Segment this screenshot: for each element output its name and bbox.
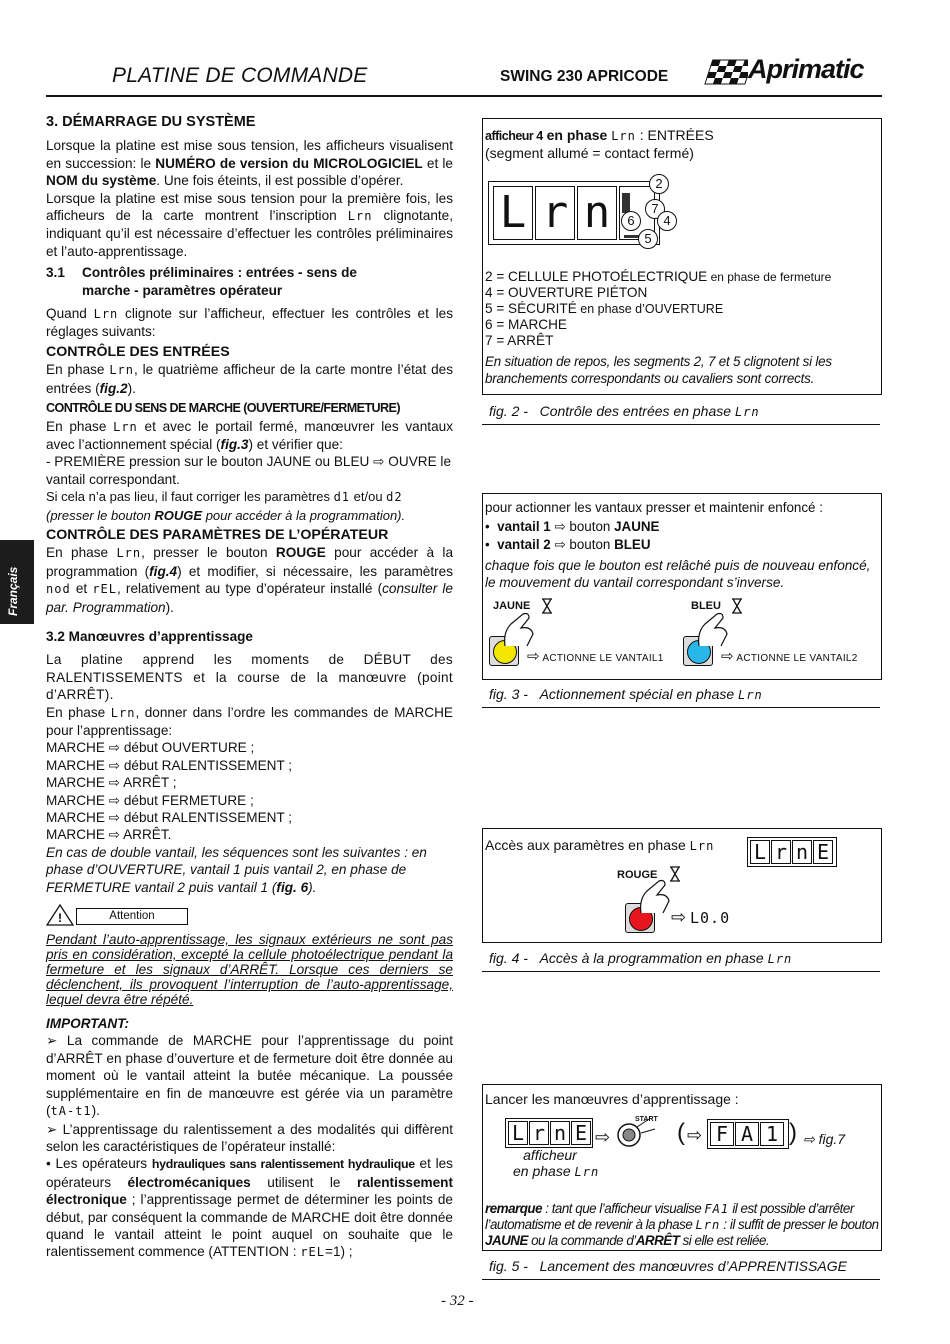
segment-label-2: 2 bbox=[649, 174, 669, 194]
header-rule bbox=[46, 95, 882, 97]
finger-icon bbox=[695, 612, 731, 652]
fig2-note: En situation de repos, les segments 2, 7 et 5 clignotent si les branchements correspondants ou cavaliers sont corrects. bbox=[485, 354, 832, 386]
attention-text: Pendant l’auto-apprentissage, les signaux extérieurs ne sont pas pris en considération, excepté la cellule photoélectrique pendant la fermeture et les signaux d’ARRÊT. Lorsque ces derniers se déclenchent, ils provoquent l’interruption de l’auto-apprentissage, lequel devra être répété. bbox=[46, 932, 453, 1008]
paragraph-10: En cas de double vantail, les séquences sont les suivantes : en phase d’OUVERTURE, vantail 1 puis vantail 2, en phase de FERMETURE vantail 2 puis vantail 1 (fig. 6). bbox=[46, 844, 427, 895]
fig3-note: chaque fois que le bouton est relâché puis de nouveau enfoncé, le mouvement du vantail correspondant s’inverse. bbox=[485, 558, 871, 590]
segment-label-7: 7 bbox=[645, 199, 665, 219]
fig2-legend bbox=[485, 269, 831, 349]
subsection-3-2-title: 3.2 Manœuvres d’apprentissage bbox=[46, 628, 253, 644]
display-digit: r bbox=[771, 840, 791, 864]
fig3-bullet-1: • vantail 1 ⇨ bouton JAUNE bbox=[485, 519, 660, 534]
fig3-caption-rule bbox=[482, 707, 880, 708]
heading-controle-sens: CONTRÔLE DU SENS DE MARCHE (OUVERTURE/FERMETURE) bbox=[46, 401, 400, 416]
legend-item: 6 = MARCHE bbox=[485, 317, 567, 332]
paragraph-13: • Les opérateurs hydrauliques sans ralentissement hydraulique et les opérateurs électromécaniques utilisent le ralentissement électronique ; l’apprentissage permet de déterminer les points de début, par conséquent la commande de MARCHE doit être donnée quand le vantail atteint le point auquel on souhaite que le ralentissement commence (ATTENTION : rEL=1) ; bbox=[46, 1156, 453, 1260]
heading-controle-parametres: CONTRÔLE DES PARAMÈTRES DE L’OPÉRATEUR bbox=[46, 526, 389, 543]
learning-step: MARCHE ⇨ ARRÊT. bbox=[46, 827, 172, 843]
open-paren: ( bbox=[677, 1119, 685, 1146]
fig5-box bbox=[482, 1084, 882, 1251]
display-digit: E bbox=[571, 1121, 591, 1145]
fig5-caption: fig. 5 - Lancement des manœuvres d’APPRENTISSAGE bbox=[489, 1258, 847, 1274]
attention-label: Attention bbox=[76, 908, 188, 925]
fig4-box bbox=[482, 828, 882, 943]
legend-item: 7 = ARRÊT bbox=[485, 333, 554, 348]
legend-item: 5 = SÉCURITÉ en phase d’OUVERTURE bbox=[485, 301, 724, 316]
paragraph-5-item: - PREMIÈRE pression sur le bouton JAUNE ou BLEU ⇨ OUVRE le vantail correspondant. bbox=[46, 454, 452, 487]
fig4-display bbox=[747, 837, 837, 867]
close-paren: ) bbox=[789, 1119, 797, 1146]
display-digit: n bbox=[550, 1121, 570, 1145]
paragraph-12: ➢ L’apprentissage du ralentissement a des modalités qui diffèrent selon les caractéristiques de l’opérateur installé: bbox=[46, 1121, 453, 1154]
paragraph-4: En phase Lrn, le quatrième afficheur de la carte montre l’état des entrées (fig.2). bbox=[46, 362, 454, 396]
fig3-bullet-2: • vantail 2 ⇨ bouton BLEU bbox=[485, 537, 651, 552]
page-number: - 32 - bbox=[441, 1293, 474, 1309]
fig3-box bbox=[482, 493, 882, 680]
attention-banner bbox=[46, 904, 453, 928]
paragraph-8: La platine apprend les moments de DÉBUT des RALENTISSEMENTS et la course de la manœuvre (point d’ARRÊT). bbox=[46, 652, 453, 703]
act-label-2: ⇨ ACTIONNE LE VANTAIL2 bbox=[721, 648, 858, 665]
finger-icon bbox=[501, 612, 537, 652]
display-digit: n bbox=[577, 186, 617, 240]
fig2-caption-rule bbox=[482, 424, 880, 425]
paragraph-3: Quand Lrn clignote sur l’afficheur, effectuer les contrôles et les réglages suivants: bbox=[46, 306, 454, 340]
brand-logo bbox=[702, 54, 882, 90]
learning-step: MARCHE ⇨ début RALENTISSEMENT ; bbox=[46, 810, 293, 826]
fig2-caption: fig. 2 - Contrôle des entrées en phase Lrn bbox=[489, 403, 760, 419]
language-tab bbox=[0, 540, 34, 624]
svg-text:!: ! bbox=[58, 911, 62, 926]
hourglass-icon bbox=[541, 598, 553, 614]
display-digit: n bbox=[792, 840, 812, 864]
paragraph-1: Lorsque la platine est mise sous tension, les afficheurs visualisent en succession: le NUMÉRO de version du MICROLOGICIEL et le NOM du système. Une fois éteints, il est possible d’opérer. bbox=[46, 138, 453, 189]
subsection-3-1-title: 3.1 Contrôles préliminaires : entrées - sens de marche - paramètres opérateur bbox=[46, 265, 357, 298]
display-digit: 1 bbox=[760, 1122, 784, 1146]
display-digit: L bbox=[493, 186, 533, 240]
display-digit: E bbox=[813, 840, 833, 864]
start-label: START bbox=[635, 1116, 658, 1123]
fig4-caption: fig. 4 - Accès à la programmation en phase Lrn bbox=[489, 950, 793, 966]
display-digit: F bbox=[710, 1122, 734, 1146]
display-digit: L bbox=[508, 1121, 528, 1145]
header-model: SWING 230 APRICODE bbox=[500, 68, 669, 85]
fig4-header: Accès aux paramètres en phase Lrn bbox=[485, 837, 715, 853]
section-title: 3. DÉMARRAGE DU SYSTÈME bbox=[46, 114, 256, 130]
fig4-result: ⇨ L0.0 bbox=[671, 907, 731, 927]
finger-icon bbox=[637, 879, 673, 919]
fig5-fig-ref: ⇨ fig.7 bbox=[803, 1131, 846, 1147]
learning-step: MARCHE ⇨ début OUVERTURE ; bbox=[46, 740, 255, 756]
fig3-intro: pour actionner les vantaux presser et maintenir enfoncé : bbox=[485, 500, 823, 515]
fig4-caption-rule bbox=[482, 971, 880, 972]
paragraph-5: En phase Lrn et avec le portail fermé, manœuvrer les vantaux avec l’actionnement spécial (fig.3) et vérifier que: bbox=[46, 418, 453, 452]
fig2-box bbox=[482, 118, 882, 395]
heading-controle-entrees: CONTRÔLE DES ENTRÉES bbox=[46, 343, 230, 360]
fig5-display bbox=[505, 1118, 593, 1148]
paragraph-6: Si cela n’a pas lieu, il faut corriger les paramètres d1 et/ou d2 (presser le bouton ROUGE pour accéder à la programmation). bbox=[46, 489, 406, 523]
important-heading: IMPORTANT: bbox=[46, 1016, 130, 1032]
legend-item: 4 = OUVERTURE PIÉTON bbox=[485, 285, 648, 300]
act-label-1: ⇨ ACTIONNE LE VANTAIL1 bbox=[527, 648, 664, 665]
fig3-caption: fig. 3 - Actionnement spécial en phase Lrn bbox=[489, 686, 763, 702]
arrow-icon: ⇨ bbox=[687, 1125, 703, 1145]
segment-label-4: 4 bbox=[657, 211, 677, 231]
arrow-icon: ⇨ bbox=[595, 1127, 611, 1147]
paragraph-2: Lorsque la platine est mise sous tension pour la première fois, les afficheurs de la carte montrent l’inscription Lrn clignotante, indiquant qu’il est nécessaire d’effectuer les contrôles préliminaires et l’auto-apprentissage. bbox=[46, 190, 454, 259]
btn-label-bleu: BLEU bbox=[691, 600, 721, 612]
checkered-flag-icon bbox=[702, 56, 748, 90]
header-title: PLATINE DE COMMANDE bbox=[112, 64, 368, 87]
segment-label-5: 5 bbox=[638, 229, 658, 249]
btn-label-jaune: JAUNE bbox=[493, 600, 531, 612]
display-digit: r bbox=[535, 186, 575, 240]
learning-step: MARCHE ⇨ début FERMETURE ; bbox=[46, 792, 254, 808]
display-digit: r bbox=[529, 1121, 549, 1145]
warning-triangle-icon bbox=[46, 904, 74, 926]
language-label: Français bbox=[6, 566, 20, 616]
fig5-result-display bbox=[707, 1119, 789, 1149]
paragraph-7: En phase Lrn, presser le bouton ROUGE pour accéder à la programmation (fig.4) et modifier, si nécessaire, les paramètres nod et rEL, relativement au type d’opérateur installé (consulter le par. Programmation). bbox=[46, 545, 454, 615]
fig5-note: remarque : tant que l’afficheur visualise FA1 il est possible d’arrêter l’automatisme et de revenir à la phase Lrn : il suffit de presser le bouton JAUNE ou la commande d’ARRÊT si elle est reliée. bbox=[485, 1201, 879, 1248]
paragraph-11: ➢ La commande de MARCHE pour l’apprentissage du point d’ARRÊT en phase d’ouverture et de fermeture doit être donnée au moment où le vantail atteint la butée mécanique. La poussée supplémentaire en fin de manœuvre est gérée via un paramètre (tA-t1). bbox=[46, 1033, 453, 1119]
display-digit: A bbox=[735, 1122, 759, 1146]
learning-step: MARCHE ⇨ début RALENTISSEMENT ; bbox=[46, 757, 293, 773]
logo-wordmark: Aprimatic bbox=[748, 54, 864, 84]
left-column bbox=[46, 114, 453, 1262]
fig5-caption-rule bbox=[482, 1279, 880, 1280]
legend-item: 2 = CELLULE PHOTOÉLECTRIQUE en phase de fermeture bbox=[485, 269, 832, 284]
fig2-header: afficheur 4 en phase Lrn : ENTRÉES (segment allumé = contact fermé) bbox=[485, 127, 714, 161]
fig5-display-label: afficheur en phase Lrn bbox=[513, 1147, 600, 1179]
learning-step: MARCHE ⇨ ARRÊT ; bbox=[46, 775, 177, 791]
segment-label-6: 6 bbox=[621, 211, 641, 231]
display-digit: L bbox=[750, 840, 770, 864]
learning-steps-list bbox=[46, 739, 453, 843]
fig5-header: Lancer les manœuvres d’apprentissage : bbox=[485, 1091, 739, 1107]
paragraph-9: En phase Lrn, donner dans l’ordre les commandes de MARCHE pour l’apprentissage: bbox=[46, 704, 454, 738]
hourglass-icon bbox=[731, 598, 743, 614]
btn-label-rouge: ROUGE bbox=[617, 869, 658, 881]
